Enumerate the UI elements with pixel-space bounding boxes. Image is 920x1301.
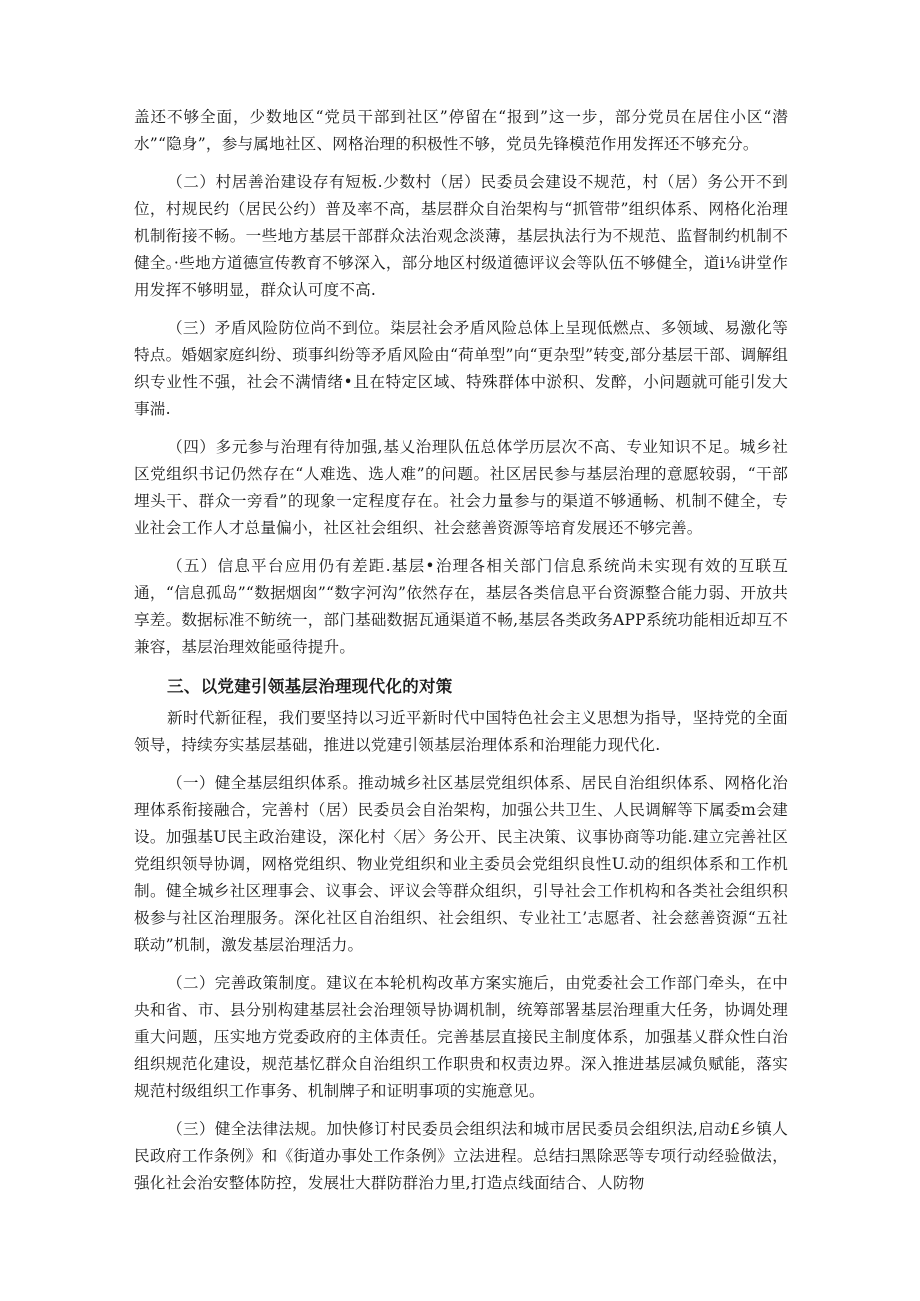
paragraph-policy: （二）完善政策制度。建议在本轮机构改革方案实施后，由党委社会工作部门牵头，在中央和省、市、县分别构建基层社会治理领导协调机制，统筹部署基层治理重大任务，协调处理重大问题，压实地方党委政府的主体责任。完善基层直接民主制度体系，加强基乂群众性白治组织规范化建设，规范基忆群众自治组织工作职贵和权责边界。深入推进基层减负赋能，落实规范村级组织工作事务、机制牌子和证明事项的实施意见。 <box>134 974 788 1100</box>
paragraph-continuation: 盖还不够全面，少数地区“党员干部到社区”停留在“报到”这一步，部分党员在居住小区“潜水”“隐身”，参与属地社区、网格治理的积极性不够，党员先锋模范作用发挥还不够充分。 <box>134 108 788 153</box>
paragraph-law: （三）健全法律法规。加快修订村民委员会组织法和城市居民委员会组织法,启动£乡镇人民政府工作条例》和《街道办事处工作条例》立法进程。总结扫黑除恶等专项行动经验做法，强化社会治安整体防控，发展壮大群防群治力里,打造点线面结合、人防物 <box>134 1120 788 1192</box>
document-page <box>134 104 788 1208</box>
paragraph-multi-participation: （四）多元参与治理有待加强,基乂治理队伍总体学历层次不高、专业知识不足。城乡社区党组织书记仍然存在“人难选、选人难”的问题。社区居民参与基层治理的意愿较弱，“干部埋头干、群众一旁看”的现象一定程度存在。社会力量参与的渠道不够通畅、机制不健全，专业社会工作人才总量偏小，社区社会组织、社会慈善资源等培育发展还不够完善。 <box>134 438 788 537</box>
paragraph-conflict-risk: （三）矛盾风险防位尚不到位。柒层社会矛盾风险总体上呈现低燃点、多领域、易激化等特点。婚姻家庭纠纷、琐事纠纷等矛盾风险由“荷单型”向“更杂型”转变,部分基层干部、调解组织专业性不强，社会不满情绪•且在特定区域、特殊群体中淤积、发醉，小问题就可能引发大事湍. <box>134 319 788 418</box>
paragraph-org-system: （一）健全基层组织体系。推动城乡社区基层党组织体系、居民自治组织体系、网格化治理体系衔接融合，完善村（居）民委员会自治架构，加强公共卫生、人民调解等下属委m会建设。加强基U民主政治建设，深化村〈居〉务公开、民主决策、议事协商等功能.建立完善社区党组织领导协调，网格党组织、物业党组织和业主委员会党组织良性U.动的组织体系和工作机制。健全城乡社区理事会、议事会、评议会等群众组织，引导社会工作机构和各类社会组织积极参与社区治理服务。深化社区自治组织、社会组织、专业社工’志愿者、社会慈善资源“五社联动”机制，激发基层治理活力。 <box>134 774 788 954</box>
paragraph-intro: 新时代新征程，我们要坚持以习近平新时代中国特色社会主义思想为指导，坚持党的全面领导，持续夯实基层基础，推进以党建引领基层治理体系和治理能力现代化. <box>134 709 788 754</box>
paragraph-info-platform: （五）信息平台应用仍有差距.基层•治理各相关部门信息系统尚未实现有效的互联互通，“信息孤岛”“数据烟囱”“数字河沟”依然存在，基层各类信息平台资源整合能力弱、开放共享差。数据标准不鲂统一，部门基础数据瓦通渠道不畅,基层各类政务APP系统功能相近却互不兼容，基层治理效能亟待提升。 <box>134 557 788 656</box>
section-heading: 三、以党建引领基层治理现代化的对策 <box>167 677 453 696</box>
paragraph-village-governance: （二）村居善治建设存有短板.少数村（居）民委员会建设不规范，村（居）务公开不到位，村规民约（居民公约）普及率不高，基层群众自治架构与“抓管带”组织体系、网格化治理机制衔接不畅。一些地方基层干部群众法治观念淡薄，基层执法行为不规范、监督制约机制不健全。·些地方道德宣传教育不够深入，部分地区村级道德评议会等队伍不够健全，道i⅛讲堂作用发挥不够明显，群众认可度不高. <box>134 173 788 299</box>
